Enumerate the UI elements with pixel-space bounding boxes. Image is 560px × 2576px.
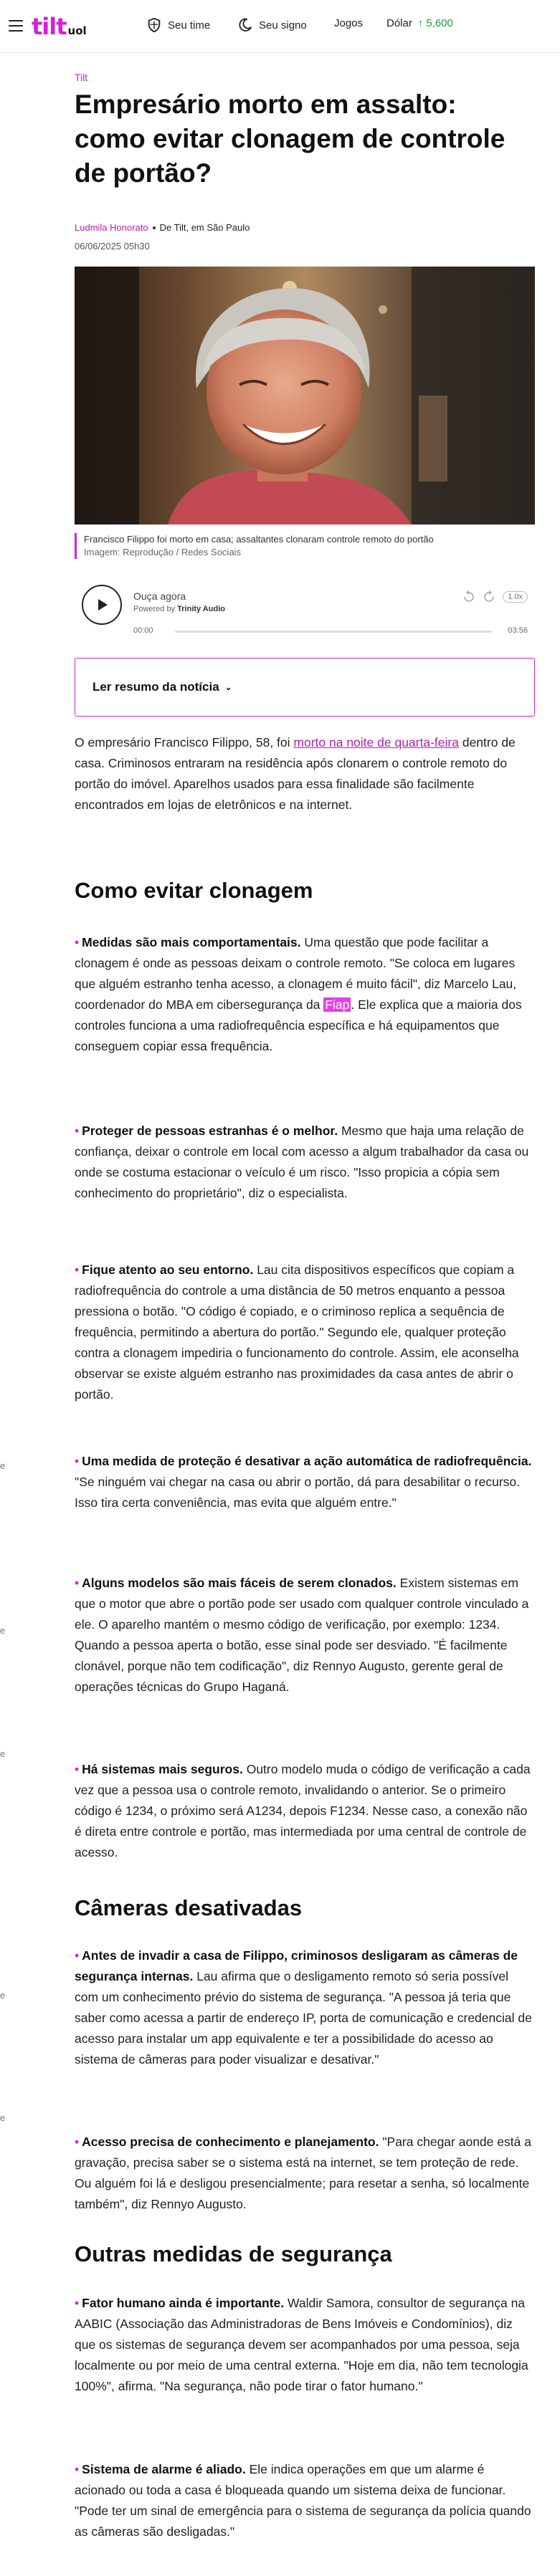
intro-paragraph [75, 732, 535, 815]
audio-progress-bar[interactable] [175, 631, 492, 633]
audio-time-start: 00:00 [133, 626, 153, 635]
logo-tilt-text: tilt [32, 13, 67, 40]
separator-dot [153, 226, 156, 229]
bullet-marker: • [75, 1576, 80, 1590]
edge-mark: e [0, 2112, 6, 2123]
dolar-up-arrow-icon: ↑ [417, 17, 424, 29]
bullet-paragraph [75, 1121, 535, 1204]
play-button[interactable] [82, 585, 122, 625]
moon-icon [237, 17, 253, 33]
bullet-title: Há sistemas mais seguros. [82, 1762, 243, 1776]
nav-jogos-label: Jogos [334, 17, 364, 29]
chevron-down-icon: ⌄ [224, 682, 232, 692]
bullet-title: Alguns modelos são mais fáceis de serem clonados. [82, 1576, 397, 1590]
caption-credit: Imagem: Reprodução / Redes Sociais [84, 547, 241, 557]
dolar-label: Dólar [386, 17, 412, 29]
edge-mark: e [0, 1625, 6, 1636]
powered-brand: Trinity Audio [177, 605, 225, 613]
article-datetime: 06/06/2025 05h30 [75, 241, 150, 252]
article-origin: De Tilt, em São Paulo [159, 222, 250, 233]
bullet-paragraph [75, 2459, 535, 2542]
dolar-value: 5,600 [426, 17, 453, 29]
bullet-text: "Para chegar aonde está a gravação, precisa saber se o sistema está na internet, se tem proteção de rede. Ou alguém foi lá e desligou presencialmente; para resetar a senha, só localmente também", diz Rennyo Augusto. [75, 2135, 531, 2211]
summary-toggle[interactable] [75, 658, 535, 717]
audio-player [75, 580, 535, 638]
section-heading-outras: Outras medidas de segurança [75, 2241, 392, 2266]
caption-text: Francisco Filippo foi morto em casa; assaltantes clonaram controle remoto do portão [84, 534, 434, 545]
shield-icon [146, 17, 162, 33]
summary-label: Ler resumo da notícia [92, 680, 219, 694]
forward-icon[interactable] [483, 590, 495, 603]
bullet-marker: • [75, 935, 80, 949]
bullet-marker: • [75, 1948, 80, 1963]
edge-mark: e [0, 1990, 6, 2001]
bullet-title: Uma medida de proteção é desativar a ação automática de radiofrequência. [82, 1454, 532, 1468]
rewind-icon[interactable] [462, 590, 475, 603]
bullet-title: Sistema de alarme é aliado. [82, 2462, 246, 2476]
bullet-marker: • [75, 1124, 80, 1138]
audio-title: Ouça agora [133, 590, 186, 602]
nav-dolar[interactable] [386, 17, 453, 29]
bullet-text: "Se ninguém vai chegar na casa ou abrir o portão, dá para desabilitar o recurso. Isso tira certa conveniência, mas evita que alguém entre." [75, 1475, 521, 1510]
intro-link[interactable]: morto na noite de quarta-feira [293, 735, 459, 750]
audio-powered-by[interactable] [133, 605, 225, 613]
bullet-marker: • [75, 1263, 80, 1277]
section-heading-clonagem: Como evitar clonagem [75, 878, 313, 903]
speed-button[interactable]: 1.0x [503, 591, 528, 603]
intro-text-b: dentro de casa. Criminosos entraram na residência após clonarem o controle remoto do portão do imóvel. Aparelhos usados para essa finalidade são facilmente encontrados em lojas de eletrônicos e na internet. [75, 735, 516, 812]
menu-icon[interactable] [9, 20, 23, 32]
bullet-paragraph [75, 932, 535, 1057]
powered-prefix: Powered by [133, 605, 176, 613]
audio-time-end: 03:56 [508, 626, 528, 635]
tilt-uol-logo[interactable] [32, 13, 87, 40]
bullet-text: Ele indica operações em que um alarme é acionado ou toda a casa é bloqueada quando um sistema deixa de funcionar. "Pode ter um sinal de emergência para o sistema de segurança da polícia quando as câmeras são desligadas." [75, 2462, 531, 2539]
bullet-title: Fator humano ainda é importante. [82, 2296, 285, 2310]
edge-mark: e [0, 1748, 6, 1759]
section-heading-cameras: Câmeras desativadas [75, 1895, 303, 1920]
bullet-marker: • [75, 2135, 80, 2149]
article-kicker[interactable]: Tilt [75, 72, 88, 83]
intro-text-a: O empresário Francisco Filippo, 58, foi [75, 735, 294, 750]
bullet-paragraph [75, 1451, 535, 1513]
bullet-marker: • [75, 1762, 80, 1776]
bullet-title: Fique atento ao seu entorno. [82, 1263, 254, 1277]
bullet-marker: • [75, 1454, 80, 1468]
bullet-marker: • [75, 2462, 80, 2476]
bullet-paragraph [75, 1759, 535, 1863]
author-link[interactable]: Ludmila Honorato [75, 222, 148, 233]
bullet-text: Uma questão que pode facilitar a clonagem é onde as pessoas deixam o controle remoto. "Se coloca em lugares que alguém estranho tenha acesso, a clonagem é muito fácil", diz Marcelo Lau, coordenador do MBA em cibersegurança da [75, 935, 517, 1012]
photo-caption [75, 533, 535, 559]
nav-jogos[interactable] [334, 17, 363, 29]
logo-uol-text: uol [67, 24, 87, 37]
bullet-text: Lau afirma que o desligamento remoto só seria possível com um conhecimento prévio do sistema de segurança. "A pessoa já teria que saber como acessa a partir de endereço IP, porta de comunicação e credencial de acesso para instalar um app equivalente e ter a possibilidade do acesso ao sistema de câmeras para poder visualizar e desativar." [75, 1969, 532, 2067]
bullet-paragraph [75, 2132, 535, 2215]
bullet-title: Antes de invadir a casa de Filippo, criminosos desligaram as câmeras de segurança internas. [75, 1948, 518, 1983]
nav-seu-time-label: Seu time [168, 19, 211, 32]
bullet-text: Existem sistemas em que o motor que abre o portão pode ser usado com qualquer controle vinculado a ele. O aparelho mantém o mesmo código de verificação, por exemplo: 1234. Quando a pessoa aperta o botão, esse sinal pode ser desviado. "É facilmente clonável, porque não tem codificação", diz Rennyo Augusto, gerente geral de operações técnicas do Grupo Haganá. [75, 1576, 529, 1694]
nav-seu-signo-label: Seu signo [259, 19, 307, 32]
top-navigation-bar [0, 0, 560, 53]
article-title: Empresário morto em assalto: como evitar clonagem de controle de portão? [75, 90, 506, 188]
bullet-title: Medidas são mais comportamentais. [82, 935, 301, 949]
bullet-paragraph [75, 1573, 535, 1698]
edge-mark: e [0, 1460, 6, 1471]
bullet-paragraph [75, 1945, 535, 2070]
bullet-marker: • [75, 2296, 80, 2310]
photo-illustration [75, 267, 535, 525]
nav-seu-time[interactable] [146, 17, 210, 33]
nav-seu-signo[interactable] [237, 17, 307, 33]
bullet-title: Acesso precisa de conhecimento e planejamento. [82, 2135, 379, 2149]
bullet-text: . Ele explica que a maioria dos controles funciona a uma radiofrequência específica e há equipamentos que conseguem copiar essa frequência. [75, 997, 522, 1053]
byline [75, 222, 250, 233]
bullet-text: Mesmo que haja uma relação de confiança, deixar o controle em local com acesso a algum trabalhador da casa ou onde se costuma estacionar o veículo é um risco. "Isso propicia a cópia sem conhecimento do proprietário", diz o especialista. [75, 1124, 529, 1200]
bullet-text: Outro modelo muda o código de verificação a cada vez que a pessoa usa o controle remoto, invalidando o anterior. Se o primeiro código é 1234, o próximo será A1234, depois F1234. Nesse caso, a conexão não é direta entre controle e portão, mas intermediada por uma central de controle de acesso. [75, 1762, 531, 1859]
bullet-paragraph [75, 1260, 535, 1405]
bullet-text: Lau cita dispositivos específicos que copiam a radiofrequência do controle a uma distância de 50 metros enquanto a pessoa pressiona o botão. "O código é copiado, e o criminoso replica a sequência de frequência, permitindo a abertura do portão." Segundo ele, qualquer proteção contra a clonagem impediria o funcionamento do controle. Assim, ele aconselha observar se existe alguém estranho nas proximidades da casa antes de abrir o portão. [75, 1263, 519, 1402]
bullet-text: Waldir Samora, consultor de segurança na AABIC (Associação das Administradoras de Bens Imóveis e Condomínios), diz que os sistemas de segurança devem ser acompanhados por uma pessoa, seja localmente ou por meio de uma central externa. "Hoje em dia, não tem tecnologia 100%", afirma. "Na segurança, não pode tirar o fator humano." [75, 2296, 528, 2393]
bullet-paragraph [75, 2293, 535, 2397]
audio-controls [462, 590, 528, 603]
highlighted-term[interactable]: Fiap [325, 997, 350, 1012]
play-icon [94, 597, 110, 613]
article-photo [75, 267, 535, 525]
bullet-title: Proteger de pessoas estranhas é o melhor. [82, 1124, 338, 1138]
